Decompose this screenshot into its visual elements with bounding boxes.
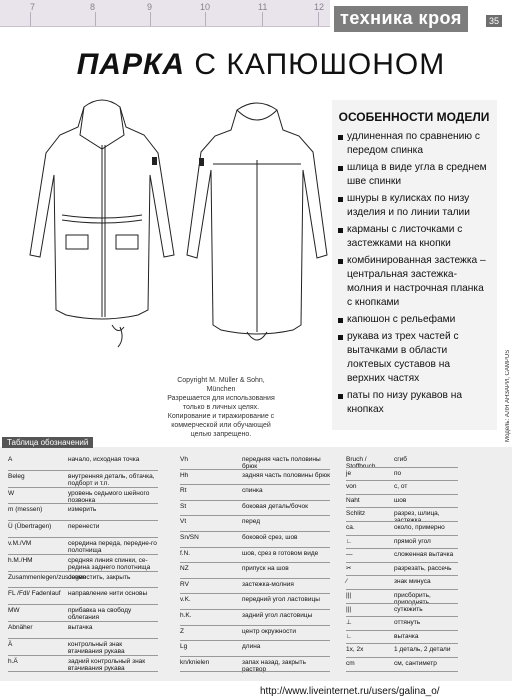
legend-term: h.Ä bbox=[8, 657, 18, 665]
legend-definition: длина bbox=[242, 643, 261, 651]
legend-row bbox=[346, 578, 458, 591]
model-credit: Модель: АЛЯ АНЗАРИ, CAMPUS bbox=[505, 349, 511, 442]
legend-term: Hh bbox=[180, 471, 189, 479]
legend-term: FL /Fdl/ Fadenlauf bbox=[8, 590, 61, 598]
legend-term: m (messen) bbox=[8, 506, 43, 514]
legend-row bbox=[180, 550, 330, 565]
legend-row bbox=[8, 490, 158, 506]
legend-rule bbox=[346, 535, 458, 536]
legend-term: Abnäher bbox=[8, 624, 33, 631]
legend-definition: застежка-молния bbox=[242, 580, 294, 588]
legend-term: Beleg bbox=[8, 472, 25, 480]
ruler-tick bbox=[30, 12, 31, 26]
legend-definition: оттянуть bbox=[394, 619, 421, 627]
legend-term: ca. bbox=[346, 524, 355, 531]
legend-row bbox=[8, 456, 158, 472]
legend-rule bbox=[180, 500, 330, 501]
legend-rule bbox=[180, 531, 330, 532]
legend-rule bbox=[346, 494, 458, 495]
legend-definition: середина переда, передне-го полотнища bbox=[68, 540, 157, 554]
sleeve-badge bbox=[152, 157, 157, 165]
legend-rule bbox=[8, 520, 158, 521]
legend-row bbox=[180, 472, 330, 487]
legend-row bbox=[180, 643, 330, 658]
legend-term: Zusammenlegen/zus.legen bbox=[8, 573, 87, 581]
legend-term: MW bbox=[8, 607, 20, 615]
ruler-number: 11 bbox=[258, 2, 268, 12]
legend-rule bbox=[180, 593, 330, 594]
legend-definition: начало, исходная точка bbox=[68, 456, 140, 463]
legend-rule bbox=[8, 655, 158, 656]
legend-row bbox=[8, 557, 158, 573]
legend-row bbox=[180, 659, 330, 674]
legend-row bbox=[346, 524, 458, 537]
legend-term: A bbox=[8, 456, 13, 463]
legend-term: ⁄ bbox=[346, 578, 348, 586]
legend-row bbox=[180, 534, 330, 549]
legend-rule bbox=[180, 515, 330, 516]
ruler-tick bbox=[205, 12, 206, 26]
legend-row bbox=[346, 660, 458, 673]
legend-term: Z bbox=[180, 627, 184, 635]
legend-term: NZ bbox=[180, 565, 189, 573]
legend-definition: сутюжить bbox=[394, 605, 423, 613]
parka-back-sketch bbox=[185, 100, 330, 360]
legend-definition: шов bbox=[394, 496, 407, 504]
feature-item: шлица в виде угла в среднем шве спинки bbox=[338, 161, 490, 189]
legend-rule bbox=[346, 589, 458, 590]
page-number: 35 bbox=[486, 15, 502, 27]
legend-rule bbox=[8, 571, 158, 572]
legend-row bbox=[8, 590, 158, 606]
legend-rule bbox=[346, 616, 458, 617]
ruler-number: 8 bbox=[90, 2, 96, 12]
legend-rule bbox=[180, 469, 330, 470]
legend-rule bbox=[180, 656, 330, 657]
ruler-number: 12 bbox=[314, 2, 325, 12]
legend-rule bbox=[180, 640, 330, 641]
legend-term: ⊥ bbox=[346, 619, 352, 627]
legend-term: Vh bbox=[180, 456, 188, 463]
legend-definition: внутренняя деталь, обтачка, подборт и т.п. bbox=[68, 472, 155, 487]
features-heading: ОСОБЕННОСТИ МОДЕЛИ bbox=[338, 110, 490, 124]
legend-definition: боковая деталь/бочок bbox=[242, 502, 308, 510]
legend-rule bbox=[180, 547, 330, 548]
legend-term: St bbox=[180, 502, 187, 510]
ruler-tick bbox=[262, 12, 263, 26]
legend-term: cm bbox=[346, 660, 355, 667]
ruler-number: 7 bbox=[30, 2, 36, 12]
page-title-bold: ПАРКА bbox=[76, 48, 186, 81]
source-url: http://www.liveinternet.ru/users/galina_o/ bbox=[260, 686, 440, 697]
ruler-tick bbox=[95, 12, 96, 26]
feature-item: карманы с листочками с застежками на кнопки bbox=[338, 223, 490, 251]
legend-definition: контрольный знак втачивания рукава bbox=[68, 640, 125, 655]
page-title-rest: С КАПЮШОНОМ bbox=[194, 48, 446, 81]
legend-rule bbox=[346, 507, 458, 508]
legend-definition: вытачка bbox=[68, 624, 93, 631]
ruler-tick bbox=[150, 12, 151, 26]
copyright-line: Copyright M. Müller & Sohn, München bbox=[177, 377, 265, 393]
legend-term: W bbox=[8, 489, 15, 497]
legend-row bbox=[8, 624, 158, 640]
legend-row bbox=[346, 538, 458, 551]
legend-row bbox=[180, 503, 330, 518]
legend-rule bbox=[346, 575, 458, 576]
legend-row bbox=[8, 574, 158, 590]
ruler-number: 9 bbox=[147, 2, 153, 12]
legend-definition: разрезать, рассечь bbox=[394, 564, 452, 572]
legend-row bbox=[8, 658, 158, 674]
legend-definition: перенести bbox=[68, 523, 100, 531]
legend-row bbox=[346, 497, 458, 510]
legend-definition: средняя линия спинки, се-редина заднего полотнища bbox=[68, 556, 151, 571]
legend-definition: совместить, закрыть bbox=[68, 573, 131, 581]
legend-definition: разрез, шлица, застежка bbox=[394, 510, 440, 525]
legend-rule bbox=[8, 470, 158, 471]
legend-definition: передняя часть половины брюк bbox=[242, 456, 321, 470]
legend-term: — bbox=[346, 551, 353, 559]
legend-rule bbox=[346, 521, 458, 522]
legend-term: Rt bbox=[180, 487, 187, 495]
legend-term: je bbox=[346, 469, 352, 477]
legend-row bbox=[8, 641, 158, 657]
legend-rule bbox=[180, 609, 330, 610]
page-title bbox=[0, 48, 522, 82]
legend-row bbox=[8, 540, 158, 556]
legend-definition: боковой срез, шов bbox=[242, 534, 298, 541]
legend-row bbox=[346, 606, 458, 619]
legend-definition: прямой угол bbox=[394, 537, 431, 545]
legend-term: h.M./HM bbox=[8, 556, 33, 564]
legend-rule bbox=[8, 621, 158, 622]
legend-rule bbox=[8, 537, 158, 538]
legend-definition: около, примерно bbox=[394, 524, 445, 531]
legend-term: ||| bbox=[346, 605, 352, 613]
feature-item: капюшон с рельефами bbox=[338, 313, 490, 327]
legend-rule bbox=[180, 562, 330, 563]
legend-definition: 1 деталь, 2 детали bbox=[394, 646, 451, 654]
legend-definition: см, сантиметр bbox=[394, 660, 437, 667]
legend-rule bbox=[180, 578, 330, 579]
legend-definition: уровень седьмого шейного позвонка bbox=[68, 489, 150, 504]
legend-term: Bruch / Stoffbruch bbox=[346, 456, 376, 470]
legend-row bbox=[180, 565, 330, 580]
legend-term: Lg bbox=[180, 643, 188, 651]
legend-row bbox=[346, 592, 458, 605]
legend-definition: сложенная вытачка bbox=[394, 551, 454, 559]
legend-definition: с, от bbox=[394, 483, 408, 491]
legend-title: Таблица обозначений bbox=[2, 437, 93, 448]
feature-item: удлиненная по сравнению с передом спинка bbox=[338, 130, 490, 158]
legend-rule bbox=[346, 467, 458, 468]
legend-definition: по bbox=[394, 469, 402, 477]
legend-term: Sn/SN bbox=[180, 534, 199, 541]
legend-term: f.N. bbox=[180, 549, 191, 557]
legend-row bbox=[180, 518, 330, 533]
copyright-notice bbox=[166, 376, 276, 439]
sleeve-badge bbox=[199, 158, 204, 166]
legend-term: ✂ bbox=[346, 564, 352, 572]
legend-rule bbox=[8, 638, 158, 639]
legend-row bbox=[180, 612, 330, 627]
feature-item: рукава из трех частей с вытачками в области локтевых суставов на верхних частях bbox=[338, 330, 490, 386]
legend-rule bbox=[8, 503, 158, 504]
legend-term: ∟ bbox=[346, 632, 353, 640]
legend-rule bbox=[346, 603, 458, 604]
legend-term: RV bbox=[180, 580, 189, 588]
ruler-tick bbox=[318, 12, 319, 26]
legend-row bbox=[346, 470, 458, 483]
legend-term: v.K. bbox=[180, 596, 191, 604]
legend-definition: центр окружности bbox=[242, 627, 296, 635]
legend-rule bbox=[346, 671, 458, 672]
legend-definition: вытачка bbox=[394, 632, 419, 640]
legend-definition: передний угол ластовицы bbox=[242, 596, 320, 604]
features-list bbox=[338, 130, 490, 417]
legend-rule bbox=[8, 604, 158, 605]
legend-row bbox=[180, 628, 330, 643]
legend-definition: задний угол ластовицы bbox=[242, 612, 313, 619]
legend-term: Ä bbox=[8, 640, 13, 648]
section-title: техника кроя bbox=[334, 6, 468, 32]
legend-rule bbox=[8, 487, 158, 488]
legend-term: ∟ bbox=[346, 537, 353, 545]
feature-item: шнуры в кулисках по низу изделия и по линии талии bbox=[338, 192, 490, 220]
legend-rule bbox=[180, 484, 330, 485]
legend-rule bbox=[346, 480, 458, 481]
legend-definition: шов, срез в готовом виде bbox=[242, 549, 319, 557]
legend-row bbox=[180, 487, 330, 502]
legend-row bbox=[8, 607, 158, 623]
legend-definition: запах назад, закрыть раствор bbox=[242, 658, 307, 673]
legend-term: Naht bbox=[346, 496, 360, 504]
legend-rule bbox=[8, 587, 158, 588]
legend-row bbox=[346, 510, 458, 523]
legend-row bbox=[8, 473, 158, 489]
legend-row bbox=[180, 456, 330, 471]
legend-row bbox=[346, 456, 458, 469]
legend-definition: направление нити основы bbox=[68, 590, 148, 598]
legend-row bbox=[180, 596, 330, 611]
legend-row bbox=[346, 565, 458, 578]
legend-row bbox=[346, 483, 458, 496]
legend-definition: измерить bbox=[68, 506, 97, 514]
legend-definition: знак минуса bbox=[394, 578, 431, 586]
feature-item: паты по низу рукавов на кнопках bbox=[338, 389, 490, 417]
legend-term: h.K. bbox=[180, 612, 192, 619]
legend-row bbox=[346, 646, 458, 659]
legend-rule bbox=[346, 643, 458, 644]
legend-definition: прибавка на свободу облегания bbox=[68, 607, 132, 622]
legend-rule bbox=[180, 625, 330, 626]
legend-row bbox=[346, 619, 458, 632]
legend-definition: припуск на шов bbox=[242, 565, 289, 573]
legend-row bbox=[346, 551, 458, 564]
legend-term: von bbox=[346, 483, 357, 491]
ruler-number: 10 bbox=[200, 2, 211, 12]
legend-rule bbox=[180, 671, 330, 672]
model-features bbox=[338, 110, 490, 420]
legend-rule bbox=[346, 548, 458, 549]
legend-definition: задняя часть половины брюк bbox=[242, 471, 330, 479]
feature-item: комбинированная застежка – центральная застежка-молния и настрочная планка с кнопками bbox=[338, 254, 490, 310]
legend-definition: сгиб bbox=[394, 456, 407, 463]
legend-term: 1x, 2x bbox=[346, 646, 364, 654]
legend-definition: присборить, приподнять bbox=[394, 592, 431, 606]
legend-term: Schlitz bbox=[346, 510, 366, 518]
legend-row bbox=[346, 633, 458, 646]
legend-rule bbox=[8, 554, 158, 555]
legend-rule bbox=[346, 630, 458, 631]
legend-row bbox=[180, 581, 330, 596]
ruler-strip bbox=[0, 0, 330, 27]
legend-row bbox=[8, 523, 158, 539]
legend-rule bbox=[346, 657, 458, 658]
legend-definition: спинка bbox=[242, 487, 263, 495]
legend-term: v.M./VM bbox=[8, 540, 32, 547]
legend-term: kn/knielen bbox=[180, 658, 210, 666]
legend-row bbox=[8, 506, 158, 522]
legend-term: ||| bbox=[346, 592, 352, 599]
legend-definition: перед bbox=[242, 518, 261, 526]
legend-rule bbox=[346, 562, 458, 563]
legend-definition: задний контрольный знак втачивания рукава bbox=[68, 657, 146, 672]
legend-term: Ü (Übertragen) bbox=[8, 523, 52, 531]
copyright-terms: Разрешается для использования только в личных целях. Копирование и тиражирование с коммерческой или обучающей целью запрещено. bbox=[167, 395, 275, 438]
parka-front-sketch bbox=[22, 95, 182, 365]
legend-rule bbox=[8, 671, 158, 672]
legend-term: Vt bbox=[180, 518, 187, 526]
